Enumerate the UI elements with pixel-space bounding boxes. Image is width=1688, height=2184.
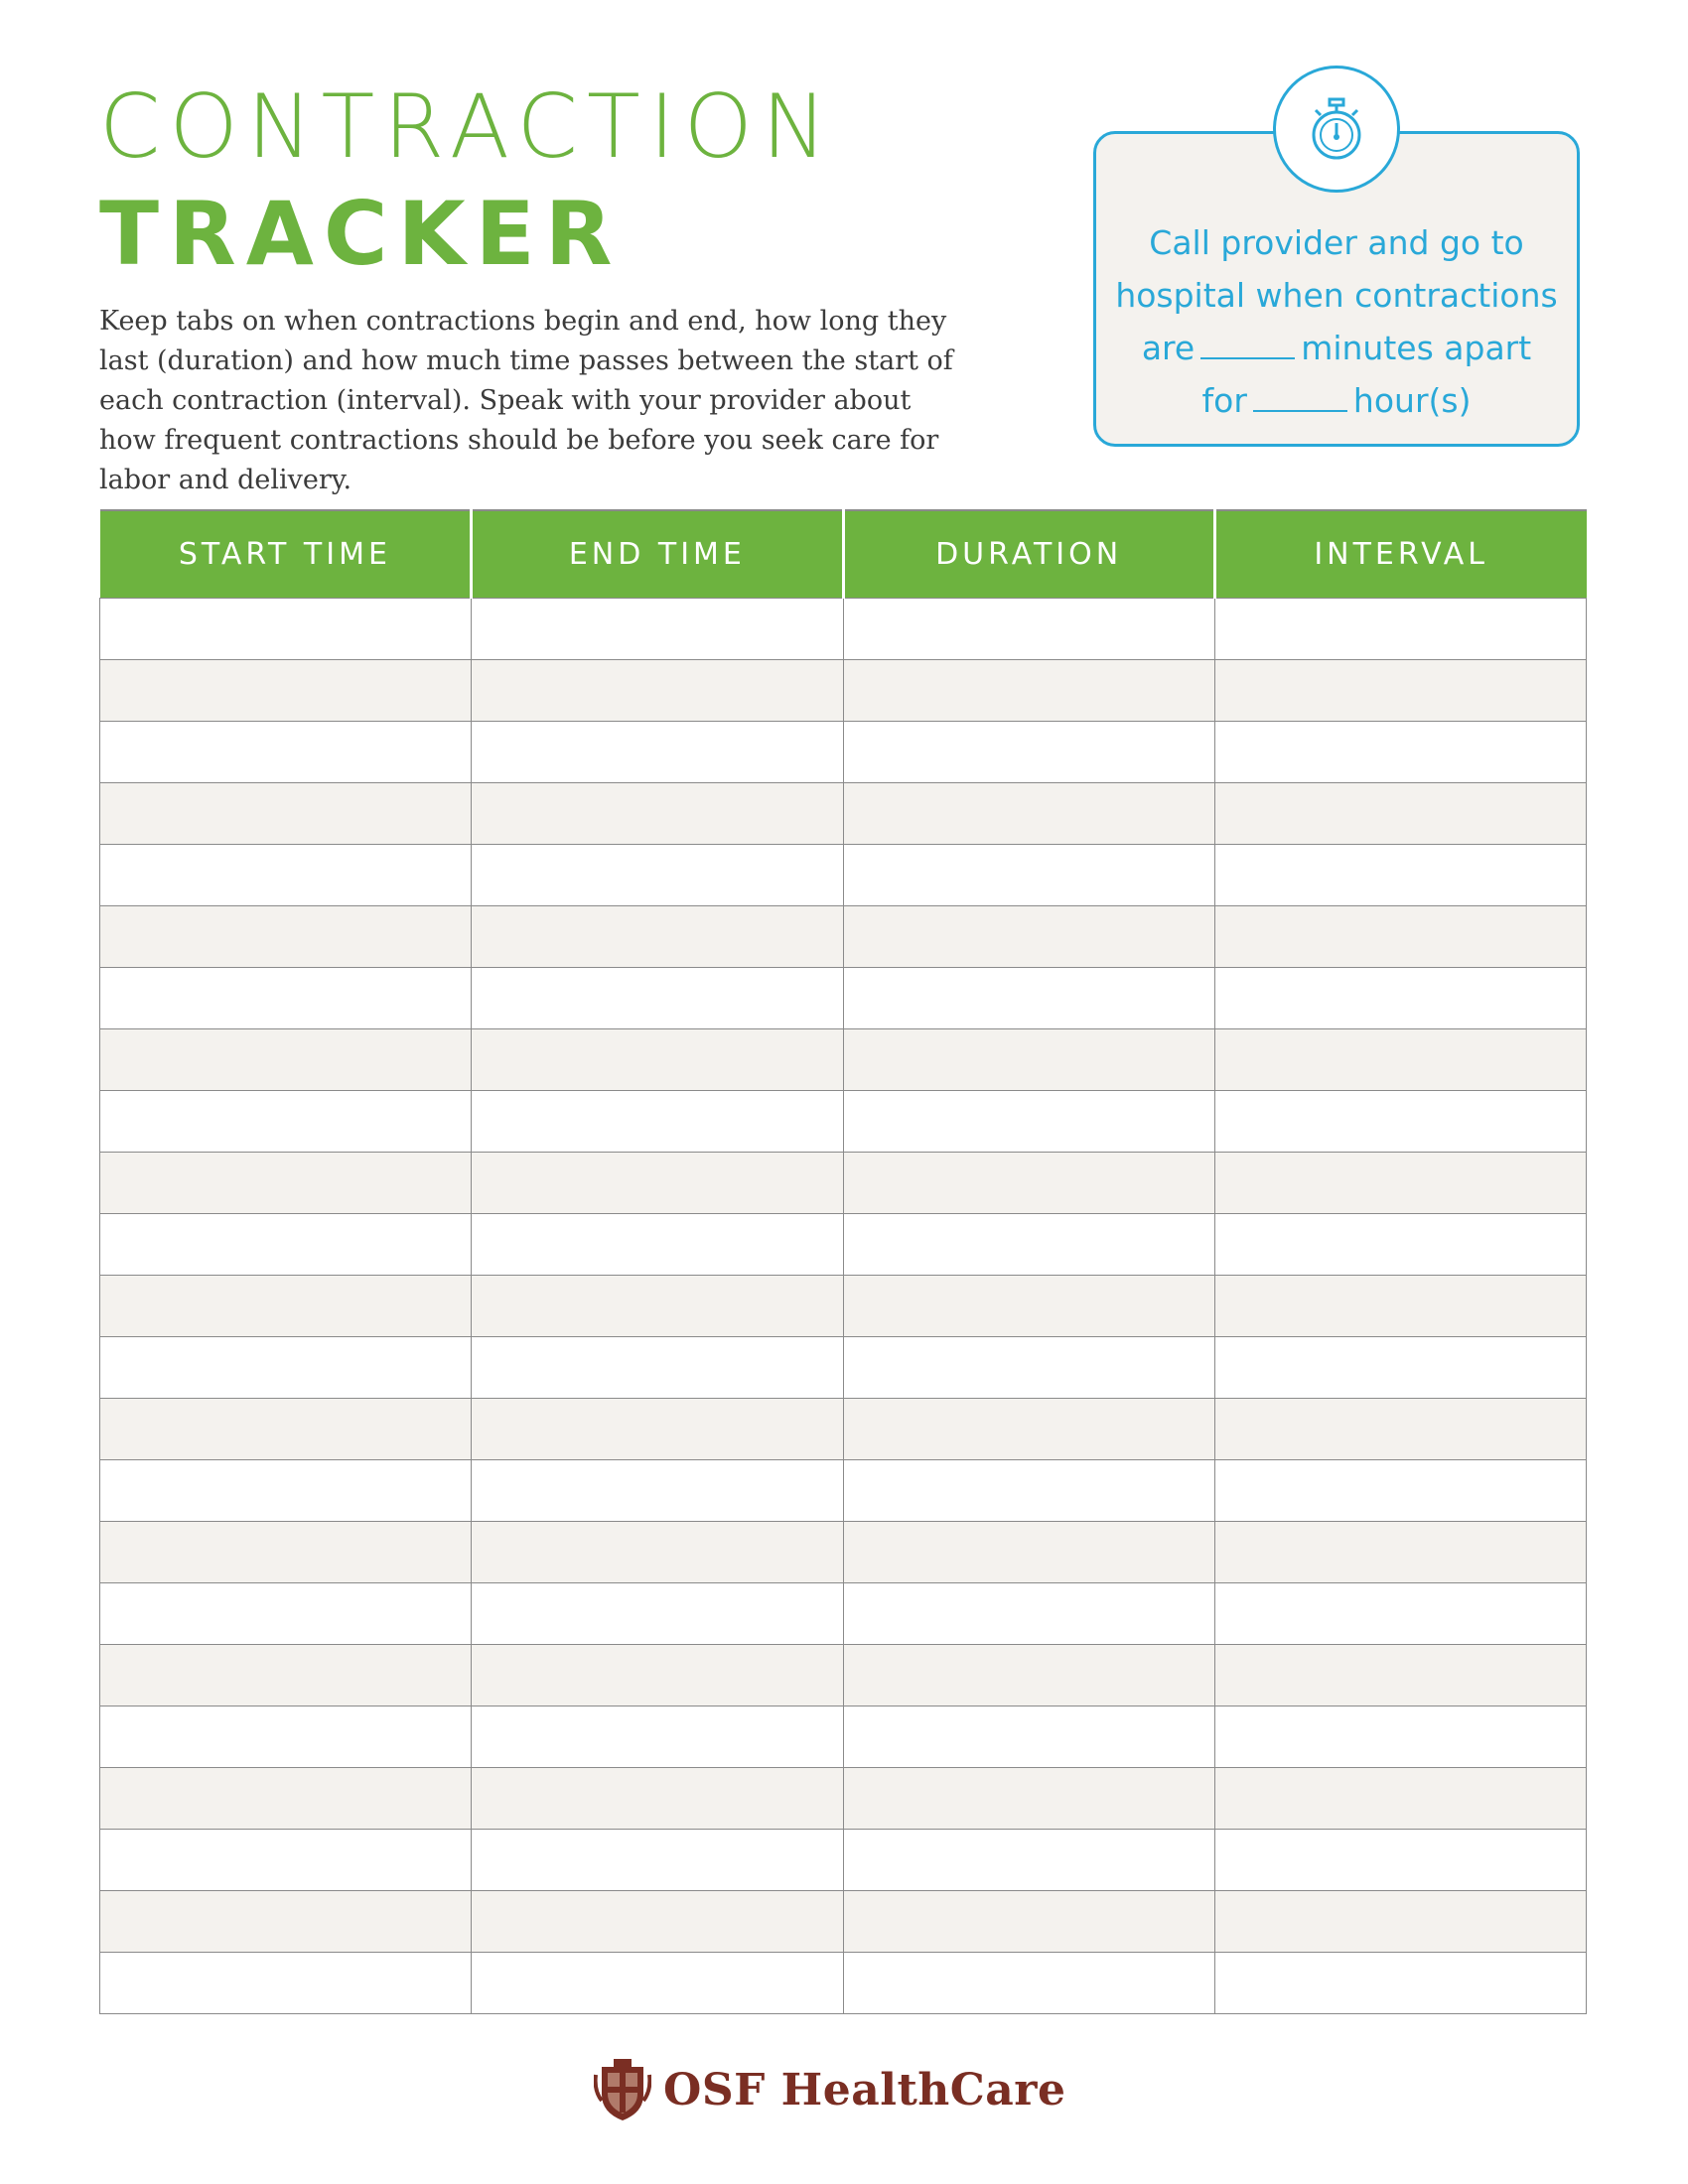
duration-cell[interactable] bbox=[843, 1214, 1214, 1276]
interval-cell[interactable] bbox=[1214, 1276, 1586, 1337]
duration-cell[interactable] bbox=[843, 1337, 1214, 1399]
duration-cell[interactable] bbox=[843, 599, 1214, 660]
interval-cell[interactable] bbox=[1214, 1214, 1586, 1276]
end-time-cell[interactable] bbox=[472, 1768, 843, 1830]
start-time-cell[interactable] bbox=[100, 1153, 472, 1214]
table-row bbox=[100, 1029, 1587, 1091]
table-row bbox=[100, 1830, 1587, 1891]
interval-cell[interactable] bbox=[1214, 722, 1586, 783]
interval-cell[interactable] bbox=[1214, 968, 1586, 1029]
duration-cell[interactable] bbox=[843, 1091, 1214, 1153]
interval-cell[interactable] bbox=[1214, 599, 1586, 660]
table-row bbox=[100, 1953, 1587, 2014]
end-time-cell[interactable] bbox=[472, 660, 843, 722]
start-time-cell[interactable] bbox=[100, 906, 472, 968]
callout-for-label: for bbox=[1201, 381, 1247, 420]
start-time-cell[interactable] bbox=[100, 968, 472, 1029]
table-row bbox=[100, 1645, 1587, 1706]
start-time-cell[interactable] bbox=[100, 660, 472, 722]
start-time-cell[interactable] bbox=[100, 1214, 472, 1276]
table-row bbox=[100, 1583, 1587, 1645]
interval-cell[interactable] bbox=[1214, 1583, 1586, 1645]
minutes-blank-field[interactable] bbox=[1200, 356, 1295, 359]
duration-cell[interactable] bbox=[843, 1830, 1214, 1891]
end-time-cell[interactable] bbox=[472, 783, 843, 845]
table-row bbox=[100, 1706, 1587, 1768]
duration-cell[interactable] bbox=[843, 660, 1214, 722]
end-time-cell[interactable] bbox=[472, 599, 843, 660]
callout-hours-label: hour(s) bbox=[1352, 381, 1472, 420]
start-time-cell[interactable] bbox=[100, 722, 472, 783]
interval-cell[interactable] bbox=[1214, 1706, 1586, 1768]
start-time-cell[interactable] bbox=[100, 1399, 472, 1460]
interval-cell[interactable] bbox=[1214, 1153, 1586, 1214]
end-time-cell[interactable] bbox=[472, 1091, 843, 1153]
start-time-cell[interactable] bbox=[100, 1645, 472, 1706]
table-row bbox=[100, 722, 1587, 783]
duration-cell[interactable] bbox=[843, 1460, 1214, 1522]
end-time-cell[interactable] bbox=[472, 1891, 843, 1953]
table-header-row bbox=[100, 510, 1587, 599]
duration-cell[interactable] bbox=[843, 1276, 1214, 1337]
end-time-cell[interactable] bbox=[472, 722, 843, 783]
end-time-cell[interactable] bbox=[472, 1460, 843, 1522]
callout-text bbox=[1093, 216, 1580, 427]
interval-cell[interactable] bbox=[1214, 1337, 1586, 1399]
start-time-cell[interactable] bbox=[100, 1583, 472, 1645]
duration-cell[interactable] bbox=[843, 968, 1214, 1029]
start-time-cell[interactable] bbox=[100, 1830, 472, 1891]
start-time-cell[interactable] bbox=[100, 1891, 472, 1953]
table-row bbox=[100, 1276, 1587, 1337]
end-time-cell[interactable] bbox=[472, 1337, 843, 1399]
end-time-cell[interactable] bbox=[472, 1830, 843, 1891]
duration-cell[interactable] bbox=[843, 1891, 1214, 1953]
end-time-cell[interactable] bbox=[472, 906, 843, 968]
hours-blank-field[interactable] bbox=[1253, 409, 1347, 412]
interval-cell[interactable] bbox=[1214, 1645, 1586, 1706]
callout-minutes-label: minutes apart bbox=[1301, 329, 1532, 367]
start-time-cell[interactable] bbox=[100, 599, 472, 660]
intro-paragraph: Keep tabs on when contractions begin and end, how long they last (duration) and how much time passes between the start of each contraction (interval). Speak with your provider about how frequent contractions should be before you seek care for labor and delivery. bbox=[99, 306, 953, 495]
table-row bbox=[100, 1768, 1587, 1830]
table-row bbox=[100, 1337, 1587, 1399]
end-time-cell[interactable] bbox=[472, 1583, 843, 1645]
contraction-table bbox=[99, 509, 1587, 2014]
osf-healthcare-logo bbox=[594, 2057, 1065, 2122]
column-header-end-time: END TIME bbox=[472, 510, 843, 599]
crest-icon bbox=[594, 2057, 651, 2122]
title-line-2: TRACKER bbox=[99, 183, 623, 285]
end-time-cell[interactable] bbox=[472, 1522, 843, 1583]
table-row bbox=[100, 1214, 1587, 1276]
start-time-cell[interactable] bbox=[100, 1029, 472, 1091]
duration-cell[interactable] bbox=[843, 722, 1214, 783]
title-line-1: CONTRACTION bbox=[99, 75, 836, 178]
end-time-cell[interactable] bbox=[472, 1276, 843, 1337]
end-time-cell[interactable] bbox=[472, 1029, 843, 1091]
table-row bbox=[100, 1153, 1587, 1214]
start-time-cell[interactable] bbox=[100, 1276, 472, 1337]
end-time-cell[interactable] bbox=[472, 1153, 843, 1214]
table-row bbox=[100, 845, 1587, 906]
interval-cell[interactable] bbox=[1214, 845, 1586, 906]
duration-cell[interactable] bbox=[843, 906, 1214, 968]
interval-cell[interactable] bbox=[1214, 1460, 1586, 1522]
callout-line-3 bbox=[1093, 322, 1580, 374]
end-time-cell[interactable] bbox=[472, 845, 843, 906]
table-row bbox=[100, 1522, 1587, 1583]
end-time-cell[interactable] bbox=[472, 1399, 843, 1460]
duration-cell[interactable] bbox=[843, 1522, 1214, 1583]
duration-cell[interactable] bbox=[843, 1645, 1214, 1706]
duration-cell[interactable] bbox=[843, 1583, 1214, 1645]
duration-cell[interactable] bbox=[843, 1953, 1214, 2014]
start-time-cell[interactable] bbox=[100, 1522, 472, 1583]
end-time-cell[interactable] bbox=[472, 1214, 843, 1276]
table-row bbox=[100, 660, 1587, 722]
start-time-cell[interactable] bbox=[100, 845, 472, 906]
table-row bbox=[100, 1460, 1587, 1522]
interval-cell[interactable] bbox=[1214, 1891, 1586, 1953]
duration-cell[interactable] bbox=[843, 1399, 1214, 1460]
column-header-interval: INTERVAL bbox=[1214, 510, 1586, 599]
interval-cell[interactable] bbox=[1214, 660, 1586, 722]
column-header-duration: DURATION bbox=[843, 510, 1214, 599]
duration-cell[interactable] bbox=[843, 1029, 1214, 1091]
end-time-cell[interactable] bbox=[472, 1645, 843, 1706]
interval-cell[interactable] bbox=[1214, 1399, 1586, 1460]
start-time-cell[interactable] bbox=[100, 1460, 472, 1522]
start-time-cell[interactable] bbox=[100, 1091, 472, 1153]
callout-line-1: Call provider and go to bbox=[1149, 223, 1524, 262]
interval-cell[interactable] bbox=[1214, 1091, 1586, 1153]
start-time-cell[interactable] bbox=[100, 783, 472, 845]
callout-are-label: are bbox=[1141, 329, 1196, 367]
duration-cell[interactable] bbox=[843, 845, 1214, 906]
interval-cell[interactable] bbox=[1214, 1768, 1586, 1830]
callout-line-2: hospital when contractions bbox=[1115, 276, 1558, 315]
start-time-cell[interactable] bbox=[100, 1953, 472, 2014]
start-time-cell[interactable] bbox=[100, 1768, 472, 1830]
interval-cell[interactable] bbox=[1214, 1029, 1586, 1091]
callout-line-4 bbox=[1093, 374, 1580, 427]
start-time-cell[interactable] bbox=[100, 1337, 472, 1399]
end-time-cell[interactable] bbox=[472, 1706, 843, 1768]
logo-text: OSF HealthCare bbox=[663, 2064, 1066, 2116]
end-time-cell[interactable] bbox=[472, 1953, 843, 2014]
table-row bbox=[100, 783, 1587, 845]
duration-cell[interactable] bbox=[843, 783, 1214, 845]
interval-cell[interactable] bbox=[1214, 1953, 1586, 2014]
column-header-start-time: START TIME bbox=[100, 510, 472, 599]
table-row bbox=[100, 1891, 1587, 1953]
table-body bbox=[100, 599, 1587, 2014]
table-row bbox=[100, 1091, 1587, 1153]
start-time-cell[interactable] bbox=[100, 1706, 472, 1768]
table-row bbox=[100, 968, 1587, 1029]
end-time-cell[interactable] bbox=[472, 968, 843, 1029]
interval-cell[interactable] bbox=[1214, 1830, 1586, 1891]
duration-cell[interactable] bbox=[843, 1768, 1214, 1830]
interval-cell[interactable] bbox=[1214, 1522, 1586, 1583]
interval-cell[interactable] bbox=[1214, 783, 1586, 845]
interval-cell[interactable] bbox=[1214, 906, 1586, 968]
duration-cell[interactable] bbox=[843, 1153, 1214, 1214]
table-row bbox=[100, 1399, 1587, 1460]
stopwatch-icon bbox=[1273, 66, 1400, 193]
table-row bbox=[100, 599, 1587, 660]
table-row bbox=[100, 906, 1587, 968]
duration-cell[interactable] bbox=[843, 1706, 1214, 1768]
